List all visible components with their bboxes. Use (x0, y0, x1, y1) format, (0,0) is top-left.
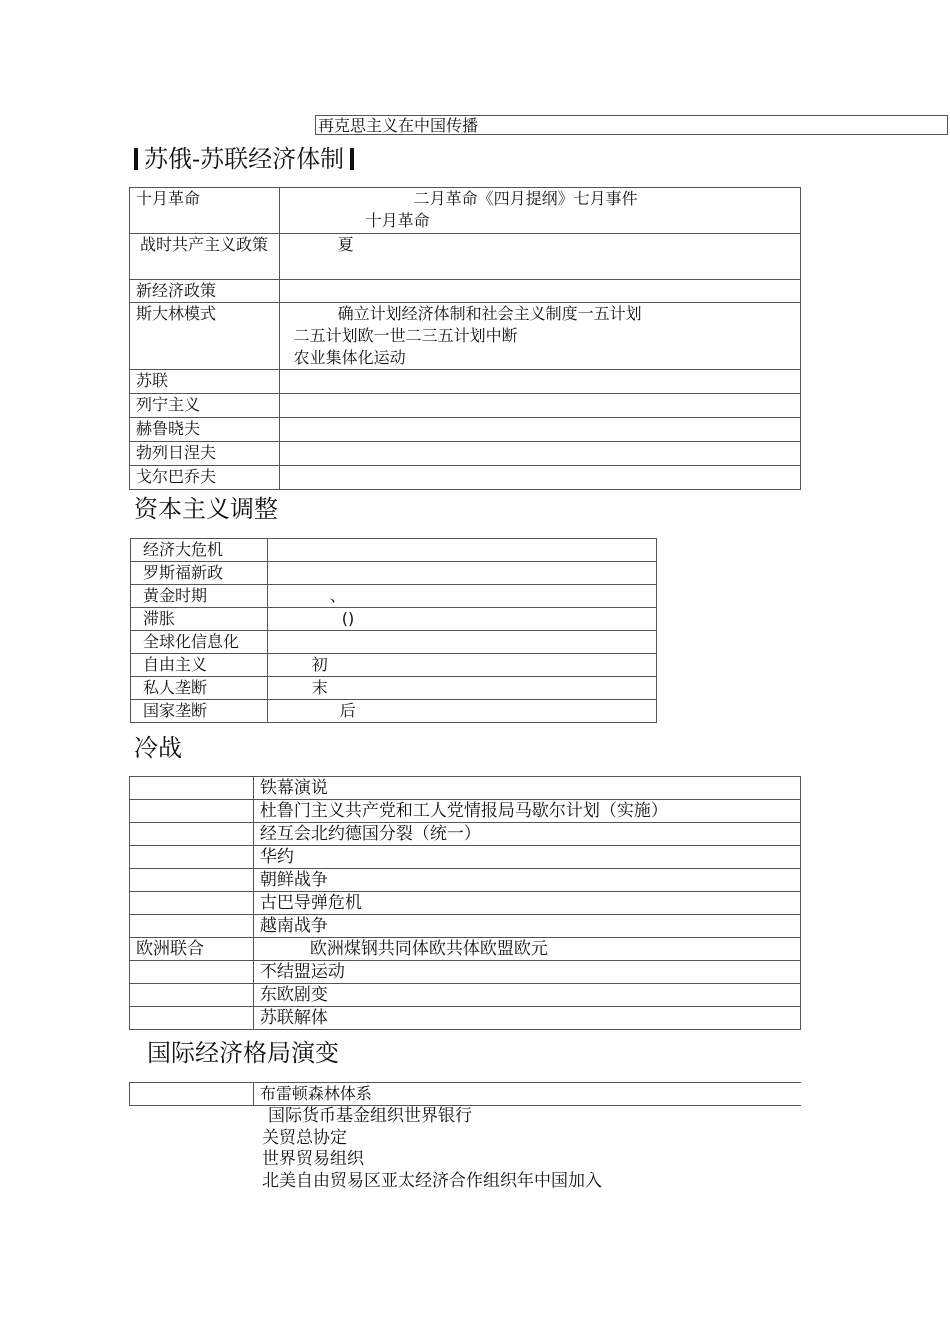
heading-bar-left (134, 148, 138, 170)
table-row (130, 892, 801, 915)
row-value: 杜鲁门主义共产党和工人党情报局马歇尔计划（实施） (253, 800, 800, 823)
row-label (130, 1007, 254, 1030)
row-label (130, 1083, 254, 1106)
table-row (130, 915, 801, 938)
table-row (130, 1007, 801, 1030)
row-value (267, 631, 656, 654)
table-row (130, 303, 801, 370)
row-label (130, 892, 254, 915)
row-label (130, 915, 254, 938)
row-value (279, 370, 800, 394)
heading-bar-right (350, 148, 354, 170)
row-value: 布雷顿森林体系 (253, 1083, 801, 1106)
row-value-line: 夏 (337, 235, 354, 254)
row-value: 东欧剧变 (253, 984, 800, 1007)
row-label (130, 961, 254, 984)
row-label: 戈尔巴乔夫 (130, 466, 280, 490)
row-value: 、 (267, 585, 656, 608)
row-value: 不结盟运动 (253, 961, 800, 984)
section3-heading: 冷战 (134, 734, 182, 762)
table-row (130, 442, 801, 466)
table-row (130, 394, 801, 418)
row-value-line: 确立计划经济体制和社会主义制度一五计划 (337, 304, 642, 323)
row-value-line: 十月革命 (365, 211, 430, 230)
row-value-line: 二月革命《四月提纲》七月事件 (413, 189, 638, 208)
row-label: 黄金时期 (131, 585, 268, 608)
row-value: 古巴导弹危机 (253, 892, 800, 915)
row-value: 欧洲煤钢共同体欧共体欧盟欧元 (253, 938, 800, 961)
row-value (267, 539, 656, 562)
list-item: 世界贸易组织 (262, 1149, 364, 1169)
row-value: 末 (267, 677, 656, 700)
soviet-economy-table (129, 187, 801, 490)
row-value (279, 280, 800, 303)
table-row (131, 608, 657, 631)
row-value (279, 303, 800, 370)
table-row (130, 777, 801, 800)
table-row (130, 869, 801, 892)
row-value: 初 (267, 654, 656, 677)
row-value-line: 农业集体化运动 (293, 348, 406, 367)
table-row (130, 1083, 802, 1106)
row-label: 勃列日涅夫 (130, 442, 280, 466)
table-row (130, 961, 801, 984)
list-item: 关贸总协定 (262, 1127, 347, 1148)
row-value (267, 562, 656, 585)
row-label: 新经济政策 (130, 280, 280, 303)
row-label (130, 846, 254, 869)
section2-heading: 资本主义调整 (134, 495, 278, 523)
table-row (130, 234, 801, 280)
table-row (131, 585, 657, 608)
row-value (279, 466, 800, 490)
table-row (131, 562, 657, 585)
row-value: 苏联解体 (253, 1007, 800, 1030)
row-value-line: 二五计划欧一世二三五计划中断 (293, 326, 518, 345)
row-label: 全球化信息化 (131, 631, 268, 654)
row-value (279, 234, 800, 280)
row-label: 赫鲁晓夫 (130, 418, 280, 442)
row-value (279, 188, 800, 234)
row-label: 经济大危机 (131, 539, 268, 562)
row-value: 后 (267, 700, 656, 723)
row-label: 战时共产主义政策 (130, 234, 280, 280)
row-label: 自由主义 (131, 654, 268, 677)
row-label (130, 800, 254, 823)
list-item: 北美自由贸易区亚太经济合作组织年中国加入 (262, 1170, 602, 1191)
section4-heading: 国际经济格局演变 (147, 1039, 339, 1067)
table-row (130, 823, 801, 846)
list-item: 国际货币基金组织世界银行 (268, 1106, 472, 1126)
row-label: 欧洲联合 (130, 938, 254, 961)
table-row (130, 188, 801, 234)
table-row (131, 700, 657, 723)
row-value (279, 418, 800, 442)
row-label: 十月革命 (130, 188, 280, 234)
row-value: 华约 (253, 846, 800, 869)
intl-economy-table (129, 1082, 801, 1106)
table-row (130, 984, 801, 1007)
row-label: 国家垄断 (131, 700, 268, 723)
row-value: 铁幕演说 (253, 777, 800, 800)
table-row (131, 654, 657, 677)
table-row (131, 631, 657, 654)
row-value: 朝鲜战争 (253, 869, 800, 892)
row-label (130, 869, 254, 892)
row-label: 列宁主义 (130, 394, 280, 418)
table-row (131, 539, 657, 562)
row-label: 斯大林模式 (130, 303, 280, 370)
table-row (130, 370, 801, 394)
table-row (130, 938, 801, 961)
capitalism-table (130, 538, 657, 723)
table-row (130, 418, 801, 442)
section1-heading: 苏俄-苏联经济体制 (144, 145, 345, 173)
row-value: 越南战争 (253, 915, 800, 938)
section1-heading-wrap (134, 144, 360, 174)
cold-war-table (129, 776, 801, 1030)
top-title: 再克思主义在中国传播 (315, 115, 948, 135)
row-value: 经互会北约德国分裂（统一） (253, 823, 800, 846)
row-label: 罗斯福新政 (131, 562, 268, 585)
table-row (131, 677, 657, 700)
row-label (130, 984, 254, 1007)
row-label: 苏联 (130, 370, 280, 394)
row-label (130, 777, 254, 800)
table-row (130, 846, 801, 869)
row-label (130, 823, 254, 846)
table-row (130, 466, 801, 490)
row-label: 滞胀 (131, 608, 268, 631)
row-value (279, 442, 800, 466)
table-row (130, 280, 801, 303)
row-label: 私人垄断 (131, 677, 268, 700)
intl-economy-list (262, 1106, 602, 1192)
table-row (130, 800, 801, 823)
row-value (279, 394, 800, 418)
row-value: () (267, 608, 656, 631)
